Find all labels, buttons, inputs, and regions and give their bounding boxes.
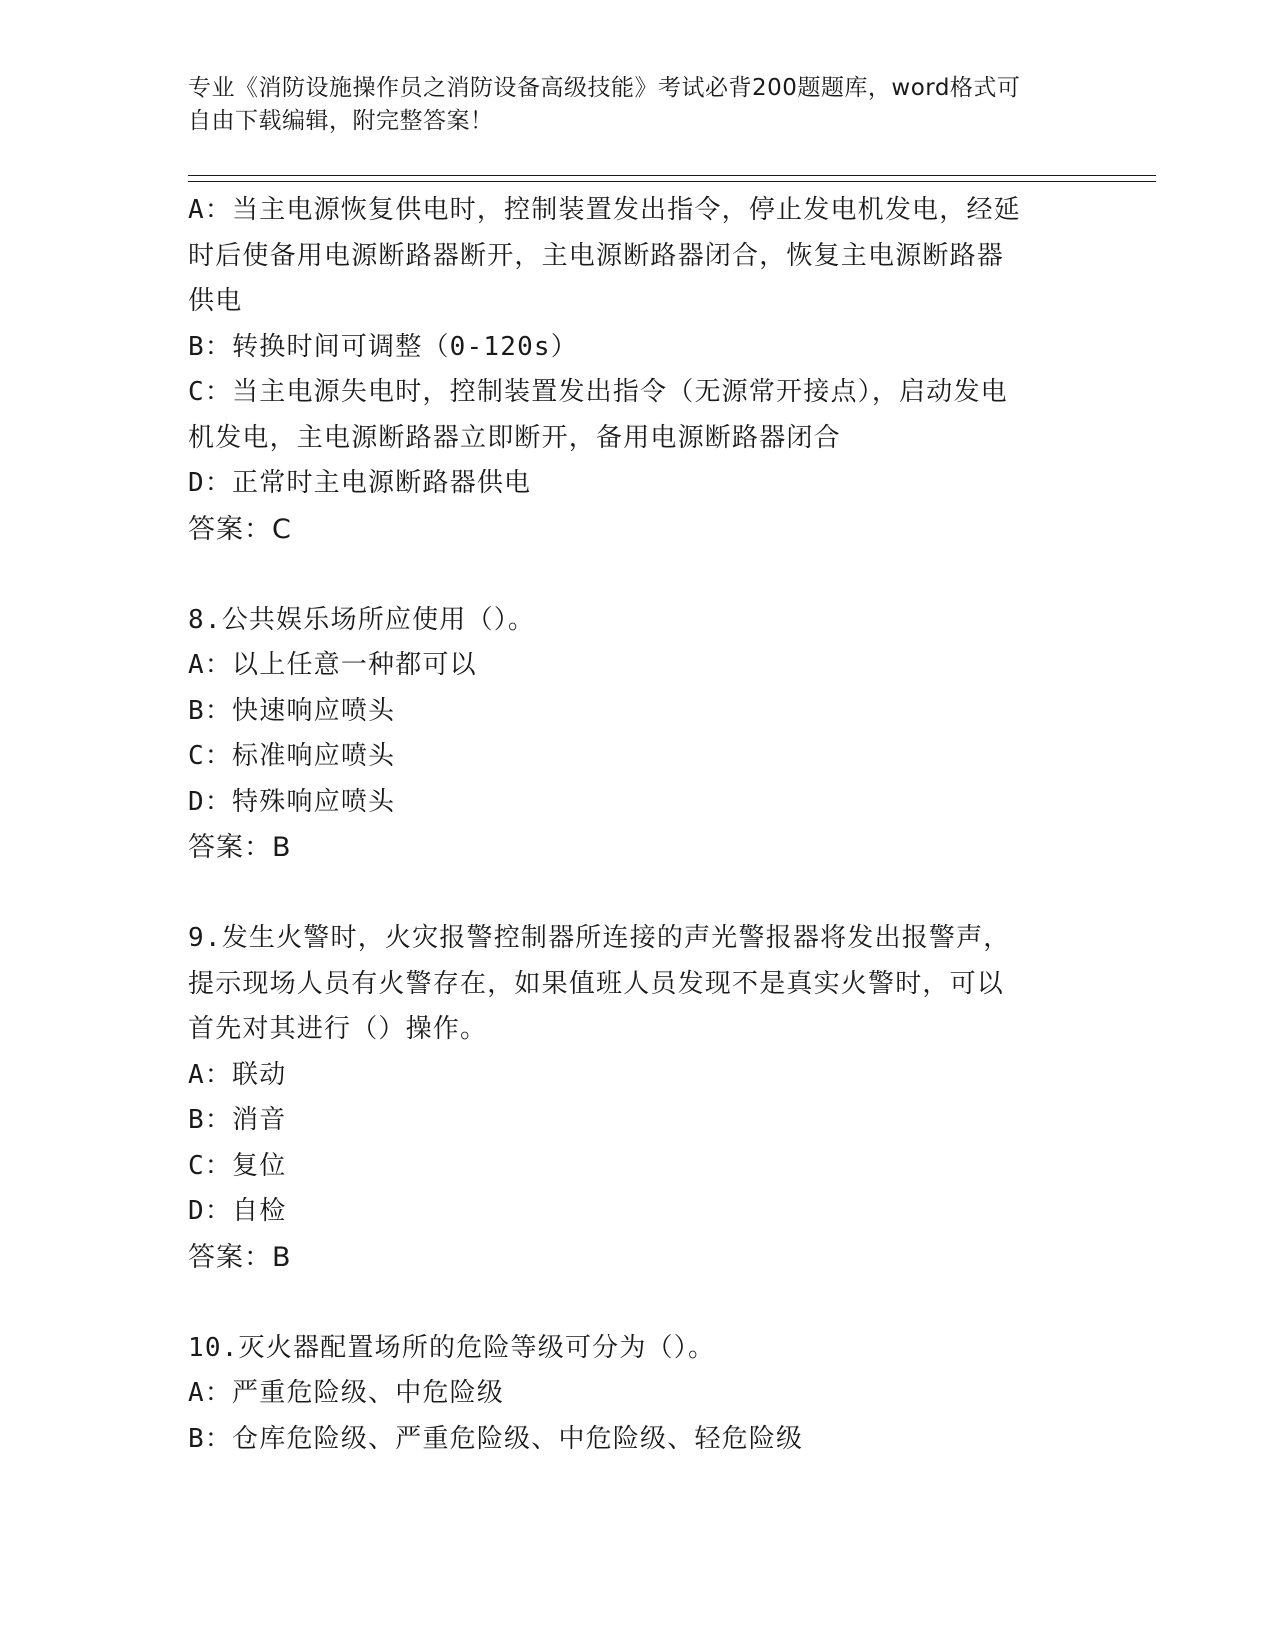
- q10-option-b: B：仓库危险级、严重危险级、中危险级、轻危险级: [188, 1423, 804, 1454]
- q8-option-c: C：标准响应喷头: [188, 741, 396, 771]
- q9-answer: 答案：B: [188, 1241, 292, 1273]
- q9-question-line-1: 9.发生火警时，火灾报警控制器所连接的声光警报器将发出报警声，: [188, 923, 1011, 953]
- q9-option-c: C：复位: [188, 1150, 287, 1181]
- header-title-line-2: 自由下载编辑，附完整答案！: [188, 108, 494, 134]
- question-list: [188, 188, 1088, 1462]
- q9-question-line-2: 提示现场人员有火警存在，如果值班人员发现不是真实火警时，可以: [188, 968, 1005, 999]
- q9-option-d: D：自检: [188, 1196, 287, 1226]
- q7-answer: 答案：C: [188, 513, 292, 545]
- question-7-block: [188, 188, 1088, 552]
- q9-option-a: A：联动: [188, 1059, 287, 1090]
- spacer: [188, 552, 1088, 598]
- q7-option-d: D：正常时主电源断路器供电: [188, 468, 532, 498]
- q8-option-b: B：快速响应喷头: [188, 695, 396, 726]
- q7-option-b: B：转换时间可调整（0-120s）: [188, 331, 578, 362]
- question-10-block: [188, 1326, 1088, 1463]
- header-divider-bottom: [188, 181, 1156, 182]
- spacer: [188, 871, 1088, 917]
- q10-option-a: A：严重危险级、中危险级: [188, 1378, 505, 1408]
- q7-option-a-line-1: A：当主电源恢复供电时，控制装置发出指令，停止发电机发电，经延: [188, 195, 1021, 225]
- q8-option-d: D：特殊响应喷头: [188, 786, 396, 817]
- spacer: [188, 1280, 1088, 1326]
- q8-answer: 答案：B: [188, 832, 292, 863]
- q8-question: 8.公共娱乐场所应使用（）。: [188, 604, 536, 635]
- q7-option-c-line-1: C：当主电源失电时，控制装置发出指令（无源常开接点），启动发电: [188, 377, 1008, 407]
- q9-option-b: B：消音: [188, 1105, 287, 1135]
- q10-question: 10.灭火器配置场所的危险等级可分为（）。: [188, 1332, 716, 1363]
- q7-option-a-line-3: 供电: [188, 286, 243, 316]
- document-header: [188, 72, 1068, 138]
- header-title-line-1: 专业《消防设施操作员之消防设备高级技能》考试必背200题题库，word格式可: [188, 75, 1021, 101]
- question-8-block: [188, 598, 1088, 871]
- q9-question-line-3: 首先对其进行（）操作。: [188, 1014, 488, 1044]
- q7-option-c-line-2: 机发电，主电源断路器立即断开，备用电源断路器闭合: [188, 422, 841, 453]
- q7-option-a-line-2: 时后使备用电源断路器断开，主电源断路器闭合，恢复主电源断路器: [188, 240, 1005, 271]
- q8-option-a: A：以上任意一种都可以: [188, 650, 477, 680]
- question-9-block: [188, 916, 1088, 1280]
- header-divider-top: [188, 175, 1156, 176]
